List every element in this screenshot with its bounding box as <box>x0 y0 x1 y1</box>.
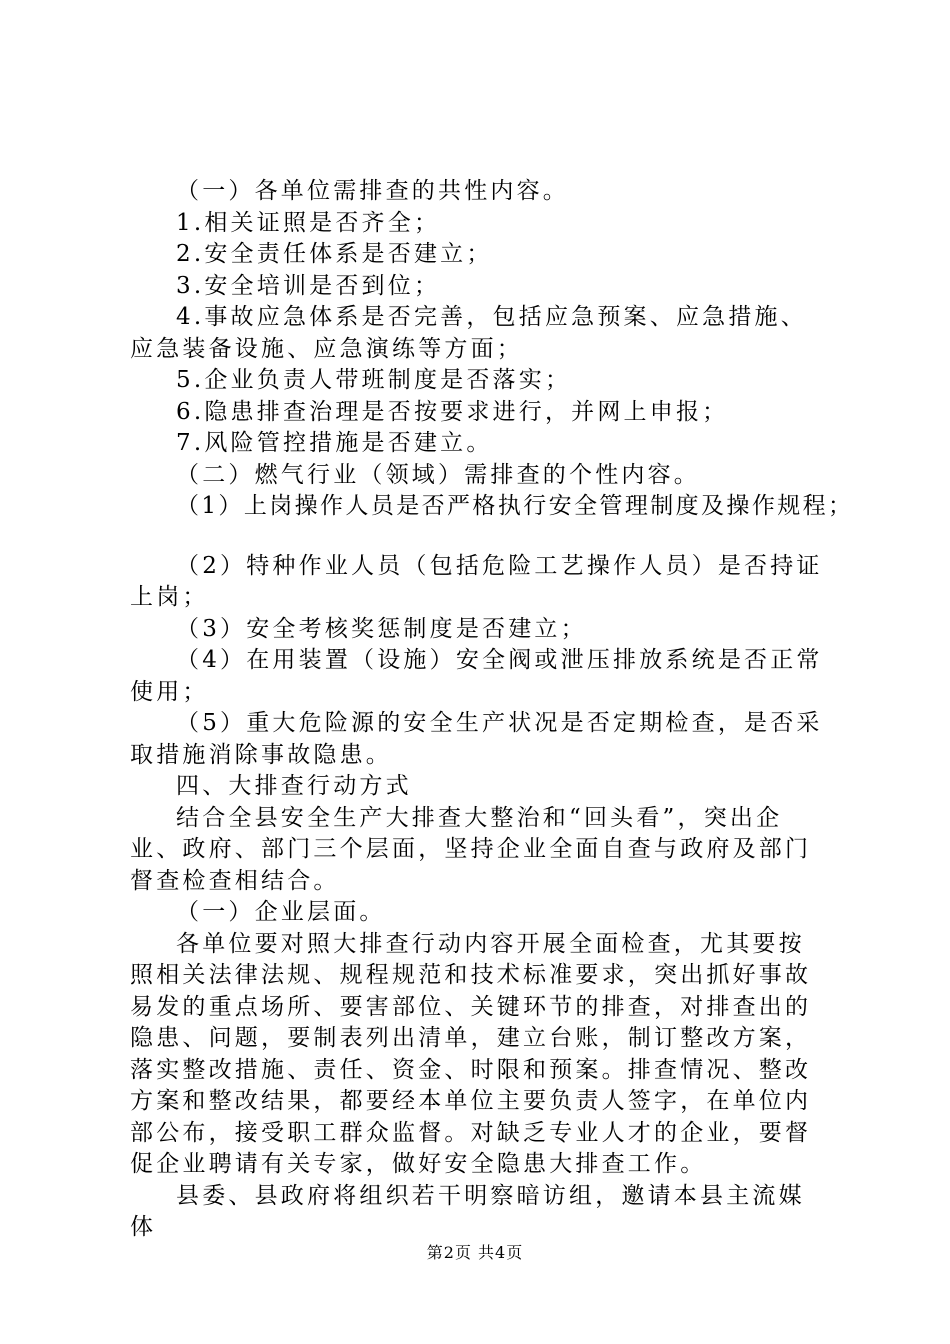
list-item: 4.事故应急体系是否完善，包括应急预案、应急措施、应急装备设施、应急演练等方面； <box>130 304 807 362</box>
list-item: 6.隐患排查治理是否按要求进行，并网上申报； <box>176 398 729 425</box>
section-heading-enterprise: （一）企业层面。 <box>176 899 386 925</box>
list-item: （1）上岗操作人员是否严格执行安全管理制度及操作规程； <box>176 493 854 519</box>
list-item: 3.安全培训是否到位； <box>176 272 441 299</box>
body-paragraph: 各单位要对照大排查行动内容开展全面检查，尤其要按照相关法律法规、规程规范和技术标准要求，突出抓好事故易发的重点场所、要害部位、关键环节的排查，对排查出的隐患、问题，要制表列出清单，建立台账，制订整改方案，落实整改措施、责任、资金、时限和预案。排查情况、整改方案和整改结果，都要经本单位主要负责人签字，在单位内部公布，接受职工群众监督。对缺乏专业人才的企业，要督促企业聘请有关专家，做好安全隐患大排查工作。 <box>130 930 812 1177</box>
list-item: 7.风险管控措施是否建立。 <box>176 430 493 456</box>
list-item: （5）重大危险源的安全生产状况是否定期检查，是否采取措施消除事故隐患。 <box>130 710 823 768</box>
section-heading-method: 四、大排查行动方式 <box>176 773 412 799</box>
list-item: 1.相关证照是否齐全； <box>176 209 441 236</box>
page-footer: 第2页 共4页 <box>426 1243 524 1262</box>
document-body <box>130 176 854 1244</box>
list-item: （2）特种作业人员（包括危险工艺操作人员）是否持证上岗； <box>130 552 823 610</box>
body-paragraph: 结合全县安全生产大排查大整治和“回头看”，突出企业、政府、部门三个层面，坚持企业全面自查与政府及部门督查检查相结合。 <box>130 804 812 894</box>
blank-line <box>130 523 830 551</box>
section-heading-common: （一）各单位需排查的共性内容。 <box>176 178 569 204</box>
list-item: （3）安全考核奖惩制度是否建立； <box>176 615 587 642</box>
list-item: （4）在用装置（设施）安全阀或泄压排放系统是否正常使用； <box>130 647 823 705</box>
section-heading-gas: （二）燃气行业（领域）需排查的个性内容。 <box>176 461 700 488</box>
body-paragraph: 县委、县政府将组织若干明察暗访组，邀请本县主流媒体 <box>130 1182 805 1240</box>
list-item: 2.安全责任体系是否建立； <box>176 241 493 267</box>
list-item: 5.企业负责人带班制度是否落实； <box>176 367 572 393</box>
